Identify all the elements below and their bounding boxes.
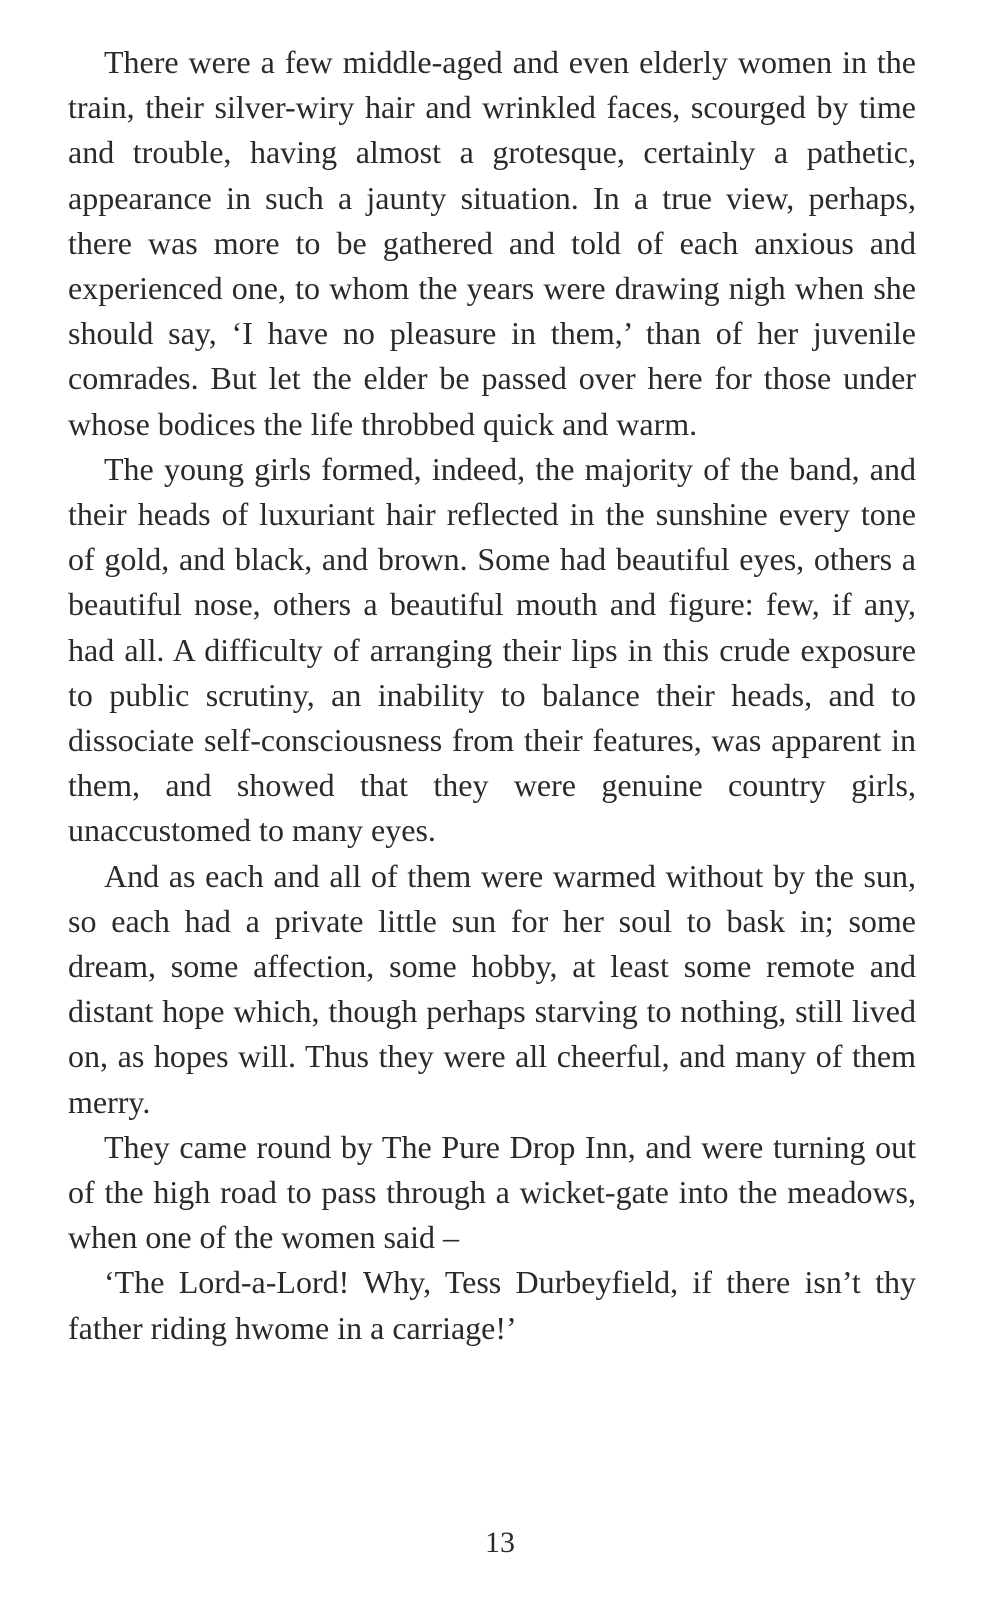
paragraph-3: And as each and all of them were warmed without by the sun, so each had a private little sun for her soul to bask in; some dream, some affection, some hobby, at least some remote and distant hope which, though perhaps starving to nothing, still lived on, as hopes will. Thus they were all cheerful, and many of them merry. [68,857,916,1120]
paragraph-2: The young girls formed, indeed, the majority of the band, and their heads of luxuriant hair reflected in the sunshine every tone of gold, and black, and brown. Some had beautiful eyes, others a beautiful nose, others a beautiful mouth and figure: few, if any, had all. A difficulty of arranging their lips in this crude exposure to public scrutiny, an inability to balance their heads, and to dissociate self-consciousness from their features, was apparent in them, and showed that they were genuine country girls, unaccustomed to many eyes. [68,450,916,849]
paragraph-1: There were a few middle-aged and even elderly women in the train, their silver-wiry hair and wrinkled faces, scourged by time and trouble, having almost a grotesque, certainly a pathetic, appearance in such a jaunty situation. In a true view, perhaps, there was more to be gathered and told of each anxious and experienced one, to whom the years were drawing nigh when she should say, ‘I have no pleasure in them,’ than of her juvenile comrades. But let the elder be passed over here for those under whose bodices the life throbbed quick and warm. [68,44,916,442]
paragraph-4: They came round by The Pure Drop Inn, and were turning out of the high road to pass through a wicket-gate into the meadows, when one of the women said – [68,1128,916,1256]
page-body [68,40,916,1351]
page-number: 13 [485,1526,515,1559]
paragraph-5: ‘The Lord-a-Lord! Why, Tess Durbeyfield, if there isn’t thy father riding hwome in a carriage!’ [68,1264,916,1346]
